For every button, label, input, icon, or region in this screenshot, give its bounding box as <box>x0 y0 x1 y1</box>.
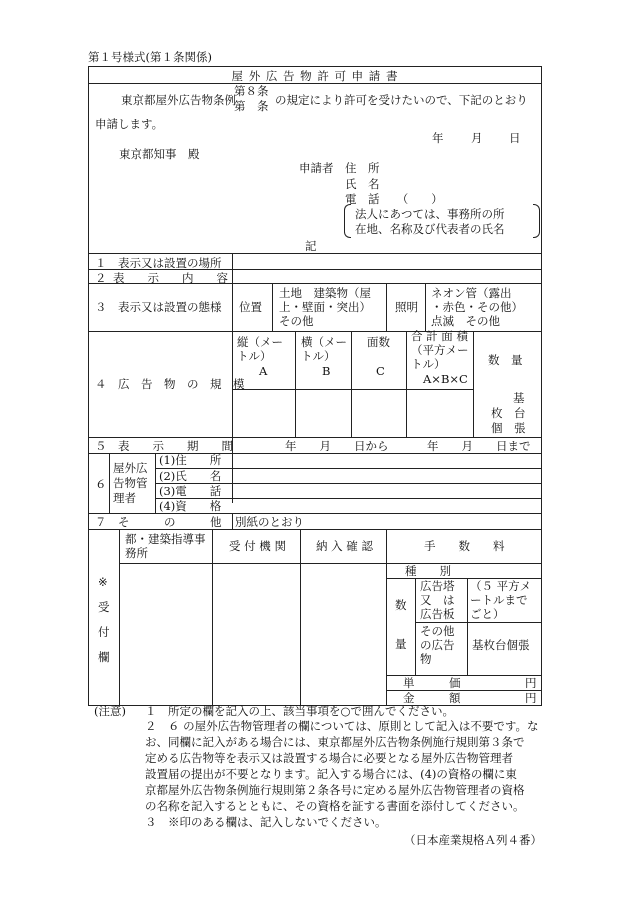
row3-lighting: 照明 <box>395 300 418 314</box>
office-char-2: 付 <box>98 625 110 639</box>
addressee: 東京都知事 殿 <box>119 147 200 161</box>
row4-length-header-1: 横（メー <box>301 335 347 349</box>
form-number: 第１号様式(第１条関係) <box>88 50 212 64</box>
row4-area-header-2: （平方メー <box>411 343 469 357</box>
row4-unit-1: 基 <box>513 391 525 405</box>
row6-label-1: 屋外広 <box>113 461 148 475</box>
row3-option1-line1[interactable]: 土地 建築物（屋 <box>279 286 371 300</box>
fee-other-1: その他 <box>420 624 455 638</box>
fee-unit-price: 単 価 <box>403 676 461 690</box>
office-header-1-line2: 務所 <box>125 546 148 560</box>
title-divider <box>89 83 541 84</box>
form-title: 屋 外 広 告 物 許 可 申 請 書 <box>231 69 399 83</box>
fee-other-units: 基枚台個張 <box>472 638 530 652</box>
note-2-line2: お、同欄に記入がある場合には、東京都屋外広告物条例施行規則第３条で <box>145 735 525 749</box>
row4-length-header-3: B <box>322 364 331 378</box>
applicant-phone[interactable]: 電 話 （ ） <box>345 192 443 206</box>
fee-tower-note-3: ごと） <box>470 607 505 621</box>
row6-label-2: 告物管 <box>113 476 148 490</box>
intro-article-top: 第８条 <box>234 84 269 98</box>
row4-label: ４ 広 告 物 の 規 模 <box>95 377 245 391</box>
fee-amount-yen: 円 <box>525 691 537 705</box>
row4-unit-3: 個 張 <box>491 421 526 435</box>
row4-unit-2: 枚 台 <box>491 406 526 420</box>
row4-faces-header-1: 面数 <box>367 335 390 349</box>
note-2-line4: 設置届の提出が不要となります。記入する場合には、(4)の資格の欄に東 <box>145 767 517 781</box>
intro-text-1: 東京都屋外広告物条例 <box>121 93 236 107</box>
note-bracket-right <box>533 204 540 238</box>
row3-label: ３ 表示又は設置の態様 <box>95 300 222 314</box>
intro-text-2: の規定により許可を受けたいので、下記のとおり <box>275 93 528 107</box>
office-header-1-line1: 都・建築指導事 <box>125 532 206 546</box>
application-form <box>88 66 542 706</box>
intro-line-2: 申請します。 <box>95 117 164 131</box>
fee-tower-3: 広告板 <box>420 607 455 621</box>
applicant-address[interactable]: 住 所 <box>345 161 380 175</box>
row1-label: １ 表示又は設置の場所 <box>95 256 222 270</box>
date-year[interactable]: 年 <box>432 131 444 145</box>
note-bracket-left <box>344 204 351 238</box>
row4-faces-header-2: C <box>376 364 385 378</box>
note-2-line1: ２ ６ の屋外広告物管理者の欄については、原則として記入は不要です。な <box>145 719 539 733</box>
applicant-name[interactable]: 氏 名 <box>345 177 380 191</box>
row3-option1-line3[interactable]: その他 <box>279 314 314 328</box>
office-header-3: 納 入 確 認 <box>316 539 373 553</box>
fee-other-2: の広告 <box>420 638 455 652</box>
fee-tower-note-1: （５ 平方メ <box>470 579 532 593</box>
row6-number: ６ <box>95 477 107 491</box>
fee-other-3: 物 <box>420 652 432 666</box>
notes-label: (注意) <box>94 704 126 718</box>
office-header-2: 受 付 機 関 <box>229 539 286 553</box>
note-1: １ 所定の欄を記入の上、該当事項を○で囲んでください。 <box>145 704 455 718</box>
office-column-divider <box>119 529 120 705</box>
row4-area-header-4: A×B×C <box>423 372 468 386</box>
row2-label: 表 示 内 容 <box>113 271 228 285</box>
date-day[interactable]: 日 <box>509 131 521 145</box>
fee-tower-note-2: ートルまで <box>470 593 528 607</box>
note-2-line5: 京都屋外広告物条例施行規則第２条各号に定める屋外広告物管理者の資格 <box>145 783 525 797</box>
ki-mark: 記 <box>305 239 317 253</box>
row3-option1-line2[interactable]: 上・壁面・突出） <box>279 300 371 314</box>
footer-standard: （日本産業規格Ａ列４番） <box>404 833 542 847</box>
fee-tower-2: 又 は <box>420 593 455 607</box>
fee-amount: 金 額 <box>403 691 461 705</box>
row4-length-header-2: トル） <box>301 349 336 363</box>
row6-name: (2)氏 名 <box>159 469 222 483</box>
fee-kind: 種 別 <box>405 564 451 578</box>
row4-area-header-1: 合 計 面 積 <box>411 329 468 343</box>
row6-address: (1)住 所 <box>159 453 222 467</box>
row4-width-header-1: 縦（メー <box>237 335 283 349</box>
row3-option2-line2[interactable]: ・赤色・その他） <box>431 300 523 314</box>
fee-unit-price-yen: 円 <box>525 676 537 690</box>
row5-from[interactable]: 年 月 日から <box>285 439 389 453</box>
applicant-label: 申請者 <box>299 161 334 175</box>
office-mark: ※ <box>98 575 108 589</box>
date-month[interactable]: 月 <box>471 131 483 145</box>
office-char-3: 欄 <box>98 650 110 664</box>
row7-value: 別紙のとおり <box>235 515 304 529</box>
row3-option2-line3[interactable]: 点滅 その他 <box>431 314 500 328</box>
row3-position: 位置 <box>239 300 262 314</box>
row7-label: ７ そ の 他 <box>95 515 222 529</box>
row5-to[interactable]: 年 月 日まで <box>427 439 531 453</box>
fee-qty-1: 数 <box>395 598 407 612</box>
row3-option2-line1[interactable]: ネオン管（露出 <box>431 286 512 300</box>
fee-qty-2: 量 <box>395 637 407 651</box>
row6-label-3: 理者 <box>113 491 136 505</box>
row4-area-header-3: トル） <box>411 357 446 371</box>
fee-tower-1: 広告塔 <box>420 579 455 593</box>
office-header-4: 手 数 料 <box>424 539 505 553</box>
row2-number: ２ <box>95 271 107 285</box>
note-2-line3: 定める広告物等を表示又は設置する場合に必要となる屋外広告物管理者 <box>145 751 513 765</box>
intro-article-bottom: 第 条 <box>234 99 269 113</box>
row5-label: ５ 表 示 期 間 <box>95 439 233 453</box>
row4-width-header-2: トル） <box>237 349 272 363</box>
row6-phone: (3)電 話 <box>159 484 222 498</box>
note-3: ３ ※印のある欄は、記入しないでください。 <box>145 815 387 829</box>
row6-qualification: (4)資 格 <box>159 499 222 513</box>
applicant-note-1: 法人にあつては、事務所の所 <box>355 207 505 221</box>
applicant-note-2: 在地、名称及び代表者の氏名 <box>355 222 505 236</box>
row4-quantity-header: 数 量 <box>488 353 523 367</box>
row4-width-header-3: A <box>259 364 268 378</box>
office-char-1: 受 <box>98 600 110 614</box>
note-2-line6: の名称を記入するとともに、その資格を証する書面を添付してください。 <box>145 799 525 813</box>
